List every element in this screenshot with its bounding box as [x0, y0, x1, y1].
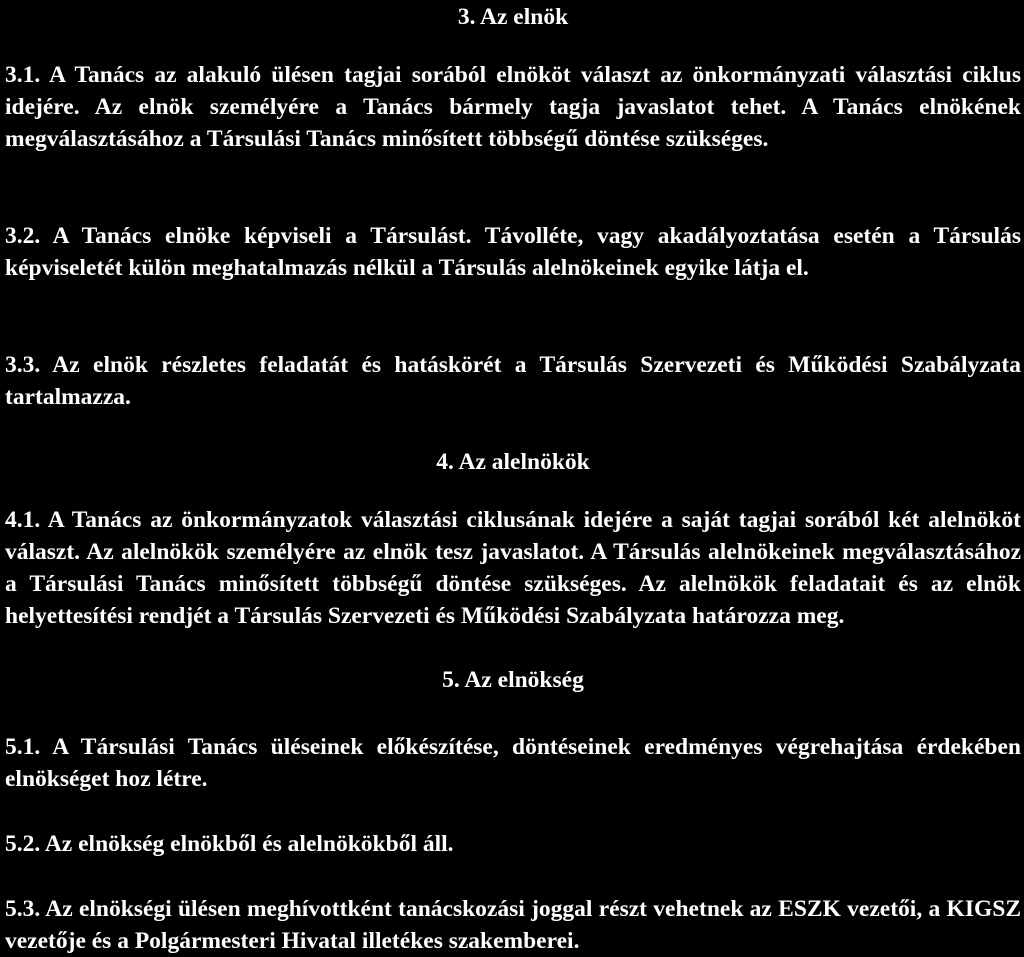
section-heading-3: 3. Az elnök: [457, 4, 569, 30]
paragraph-5-2: 5.2. Az elnökség elnökből és alelnökökből áll.: [5, 831, 454, 857]
paragraph-5-3: 5.3. Az elnökségi ülésen meghívottként tanácskozási joggal részt vehetnek az ESZK vezetői, a KIGSZ vezetője és a Polgármesteri Hivatal illetékes szakemberei.: [5, 896, 1021, 954]
paragraph-3-1: 3.1. A Tanács az alakuló ülésen tagjai sorából elnököt választ az önkormányzati választási ciklus idejére. Az elnök személyére a Tanács bármely tagja javaslatot tehet. A Tanács elnökének megválasztásához a Társulási Tanács minősített többségű döntése szükséges.: [5, 62, 1021, 152]
paragraph-3-3: 3.3. Az elnök részletes feladatát és hatáskörét a Társulás Szervezeti és Működési Szabályzata tartalmazza.: [5, 352, 1021, 410]
paragraph-3-2: 3.2. A Tanács elnöke képviseli a Társulást. Távolléte, vagy akadályoztatása esetén a Társulás képviseletét külön meghatalmazás nélkül a Társulás alelnökeinek egyike látja el.: [5, 223, 1021, 281]
paragraph-5-1: 5.1. A Társulási Tanács üléseinek előkészítése, döntéseinek eredményes végrehajtása érdekében elnökséget hoz létre.: [5, 734, 1021, 792]
paragraph-4-1: 4.1. A Tanács az önkormányzatok választási ciklusának idejére a saját tagjai sorából két alelnököt választ. Az alelnökök személyére az elnök tesz javaslatot. A Társulás alelnökeinek megválasztásához a Társulási Tanács minősített többségű döntése szükséges. Az alelnökök feladatait és az elnök helyettesítési rendjét a Társulás Szervezeti és Működési Szabályzata határozza meg.: [5, 507, 1021, 629]
section-heading-4: 4. Az alelnökök: [436, 449, 590, 475]
section-heading-5: 5. Az elnökség: [442, 667, 584, 693]
